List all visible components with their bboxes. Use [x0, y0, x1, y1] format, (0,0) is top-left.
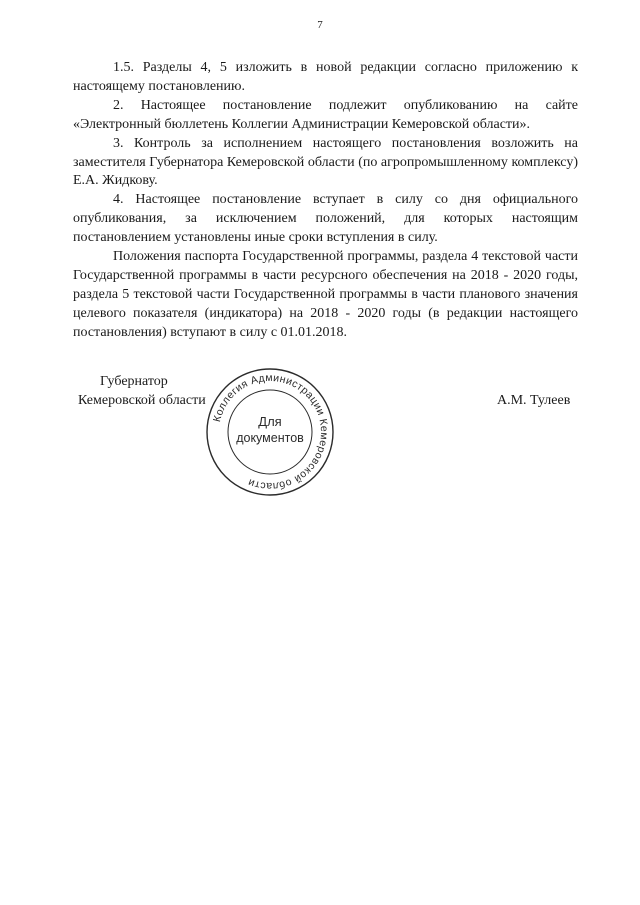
- signatory-title: [78, 372, 206, 410]
- paragraph-4: 4. Настоящее постановление вступает в силу со дня официального опубликования, за исключением положений, для которых настоящим постановлением установлены иные сроки вступления в силу.: [73, 192, 578, 246]
- document-body: [73, 59, 578, 343]
- signatory-name: А.М. Тулеев: [497, 393, 571, 408]
- stamp-ring-textpath: Коллегия Администрации Кемеровской области: [211, 371, 331, 493]
- stamp-center-line2: документов: [236, 431, 304, 445]
- stamp-center-line1: Для: [258, 414, 282, 429]
- official-stamp: [200, 362, 340, 502]
- paragraph-2: 2. Настоящее постановление подлежит опубликованию на сайте «Электронный бюллетень Коллегии Администрации Кемеровской области».: [73, 97, 578, 132]
- signatory-title-line1: Губернатор: [100, 374, 168, 389]
- paragraph-3: 3. Контроль за исполнением настоящего постановления возложить на заместителя Губернатора Кемеровской области (по агропромышленному комплексу) Е.А. Жидкову.: [73, 135, 578, 189]
- page-number: 7: [317, 19, 323, 31]
- paragraph-1-5: 1.5. Разделы 4, 5 изложить в новой редакции согласно приложению к настоящему постановлению.: [73, 60, 578, 94]
- paragraph-effective-dates: Положения паспорта Государственной программы, раздела 4 текстовой части Государственной программы в части ресурсного обеспечения на 2018 - 2020 годы, раздела 5 текстовой части Государственной программы в части планового значения целевого показателя (индикатора) на 2018 - 2020 годы (в редакции настоящего постановления) вступают в силу с 01.01.2018.: [73, 249, 578, 340]
- signatory-title-line2: Кемеровской области: [78, 393, 206, 408]
